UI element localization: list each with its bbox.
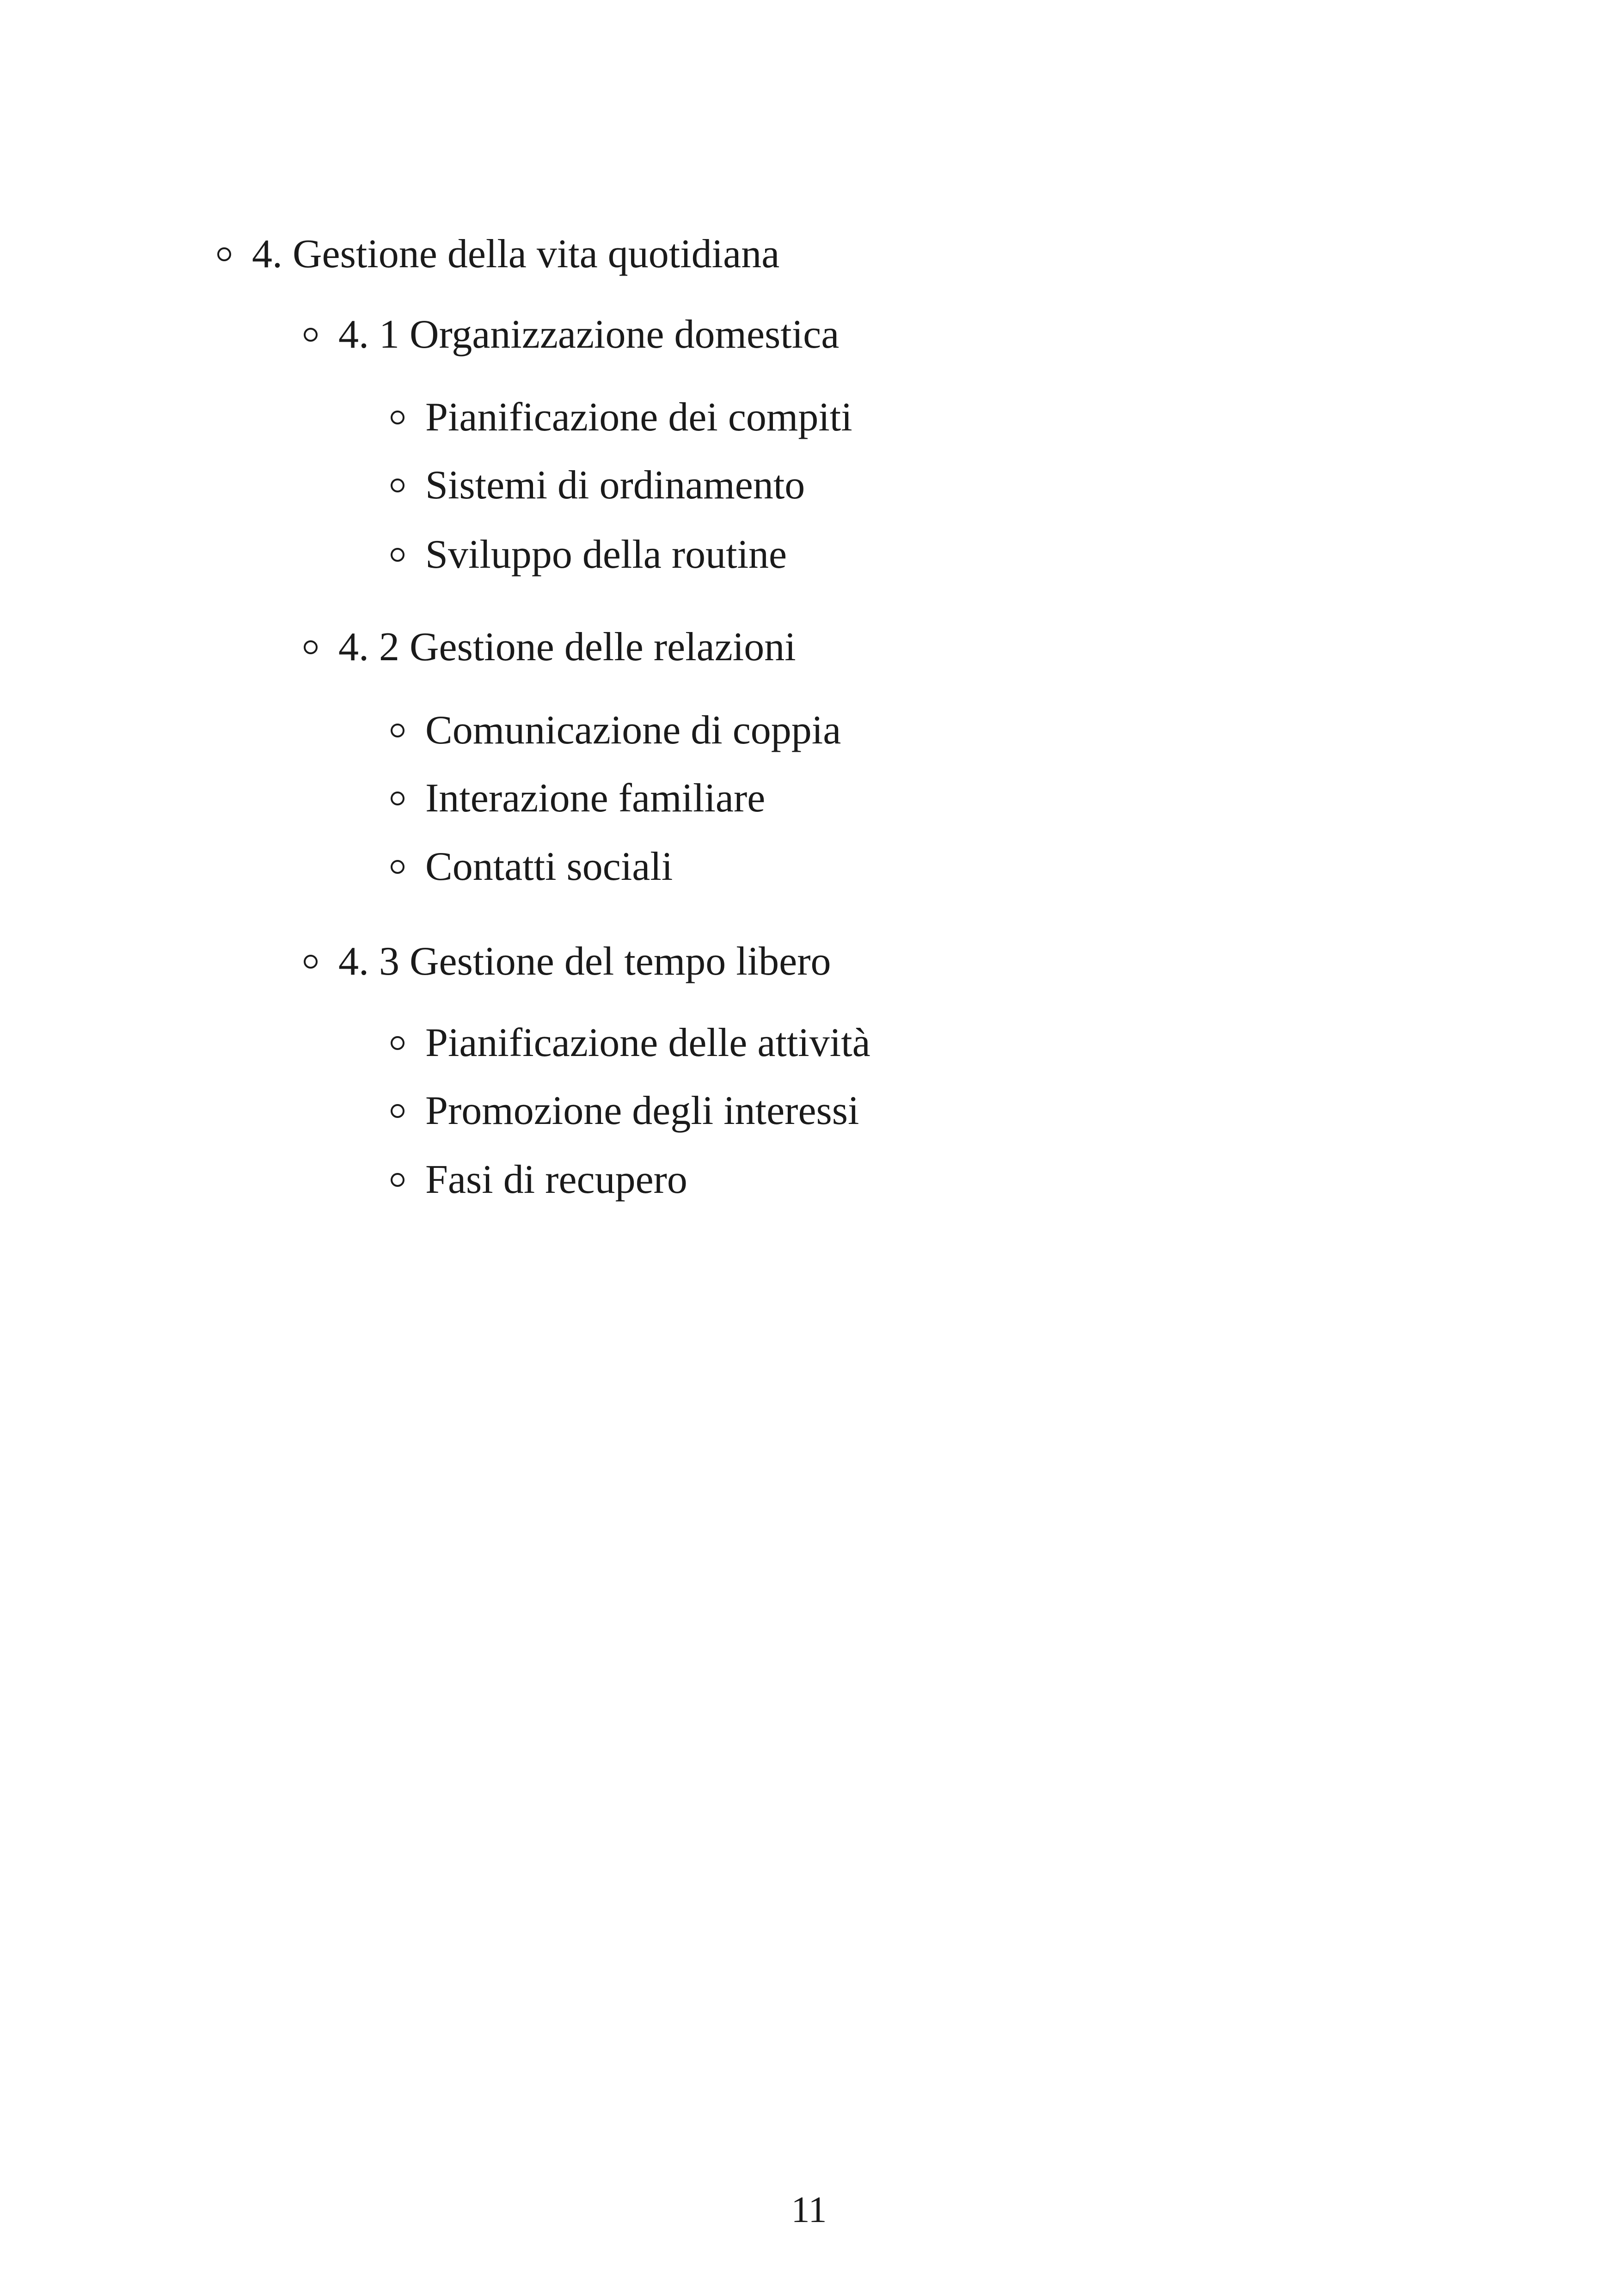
- section-heading-label: 4. 1 Organizzazione domestica: [338, 312, 840, 357]
- list-item: [391, 1083, 859, 1139]
- hollow-circle-icon: [391, 1036, 404, 1050]
- list-item: [391, 458, 805, 513]
- list-item-label: Interazione familiare: [425, 776, 766, 821]
- list-item: [391, 1015, 870, 1071]
- outline-item-level1: [217, 227, 779, 282]
- hollow-circle-icon: [391, 548, 404, 562]
- list-item-label: Fasi di recupero: [425, 1157, 687, 1202]
- list-item: [391, 527, 787, 583]
- hollow-circle-icon: [304, 640, 318, 654]
- outline-title: 4. Gestione della vita quotidiana: [252, 232, 780, 276]
- hollow-circle-icon: [391, 1104, 404, 1118]
- list-item-label: Contatti sociali: [425, 844, 673, 889]
- list-item-label: Pianificazione dei compiti: [425, 395, 852, 440]
- section-heading: [304, 620, 796, 675]
- list-item-label: Promozione degli interessi: [425, 1088, 859, 1133]
- page-number: 11: [791, 2190, 827, 2230]
- hollow-circle-icon: [391, 860, 404, 874]
- list-item: [391, 390, 852, 445]
- section-heading-label: 4. 2 Gestione delle relazioni: [338, 625, 796, 669]
- list-item-label: Pianificazione delle attività: [425, 1020, 870, 1065]
- section-heading-label: 4. 3 Gestione del tempo libero: [338, 939, 831, 984]
- hollow-circle-icon: [391, 724, 404, 737]
- hollow-circle-icon: [391, 792, 404, 805]
- hollow-circle-icon: [217, 247, 231, 261]
- section-heading: [304, 307, 839, 362]
- hollow-circle-icon: [304, 328, 318, 342]
- hollow-circle-icon: [391, 479, 404, 492]
- list-item: [391, 771, 765, 826]
- list-item-label: Sistemi di ordinamento: [425, 463, 805, 508]
- list-item: [391, 703, 841, 758]
- list-item: [391, 839, 673, 895]
- hollow-circle-icon: [391, 1173, 404, 1187]
- list-item: [391, 1152, 687, 1208]
- section-heading: [304, 934, 831, 989]
- list-item-label: Comunicazione di coppia: [425, 708, 841, 753]
- hollow-circle-icon: [304, 955, 318, 969]
- list-item-label: Sviluppo della routine: [425, 532, 787, 577]
- hollow-circle-icon: [391, 411, 404, 424]
